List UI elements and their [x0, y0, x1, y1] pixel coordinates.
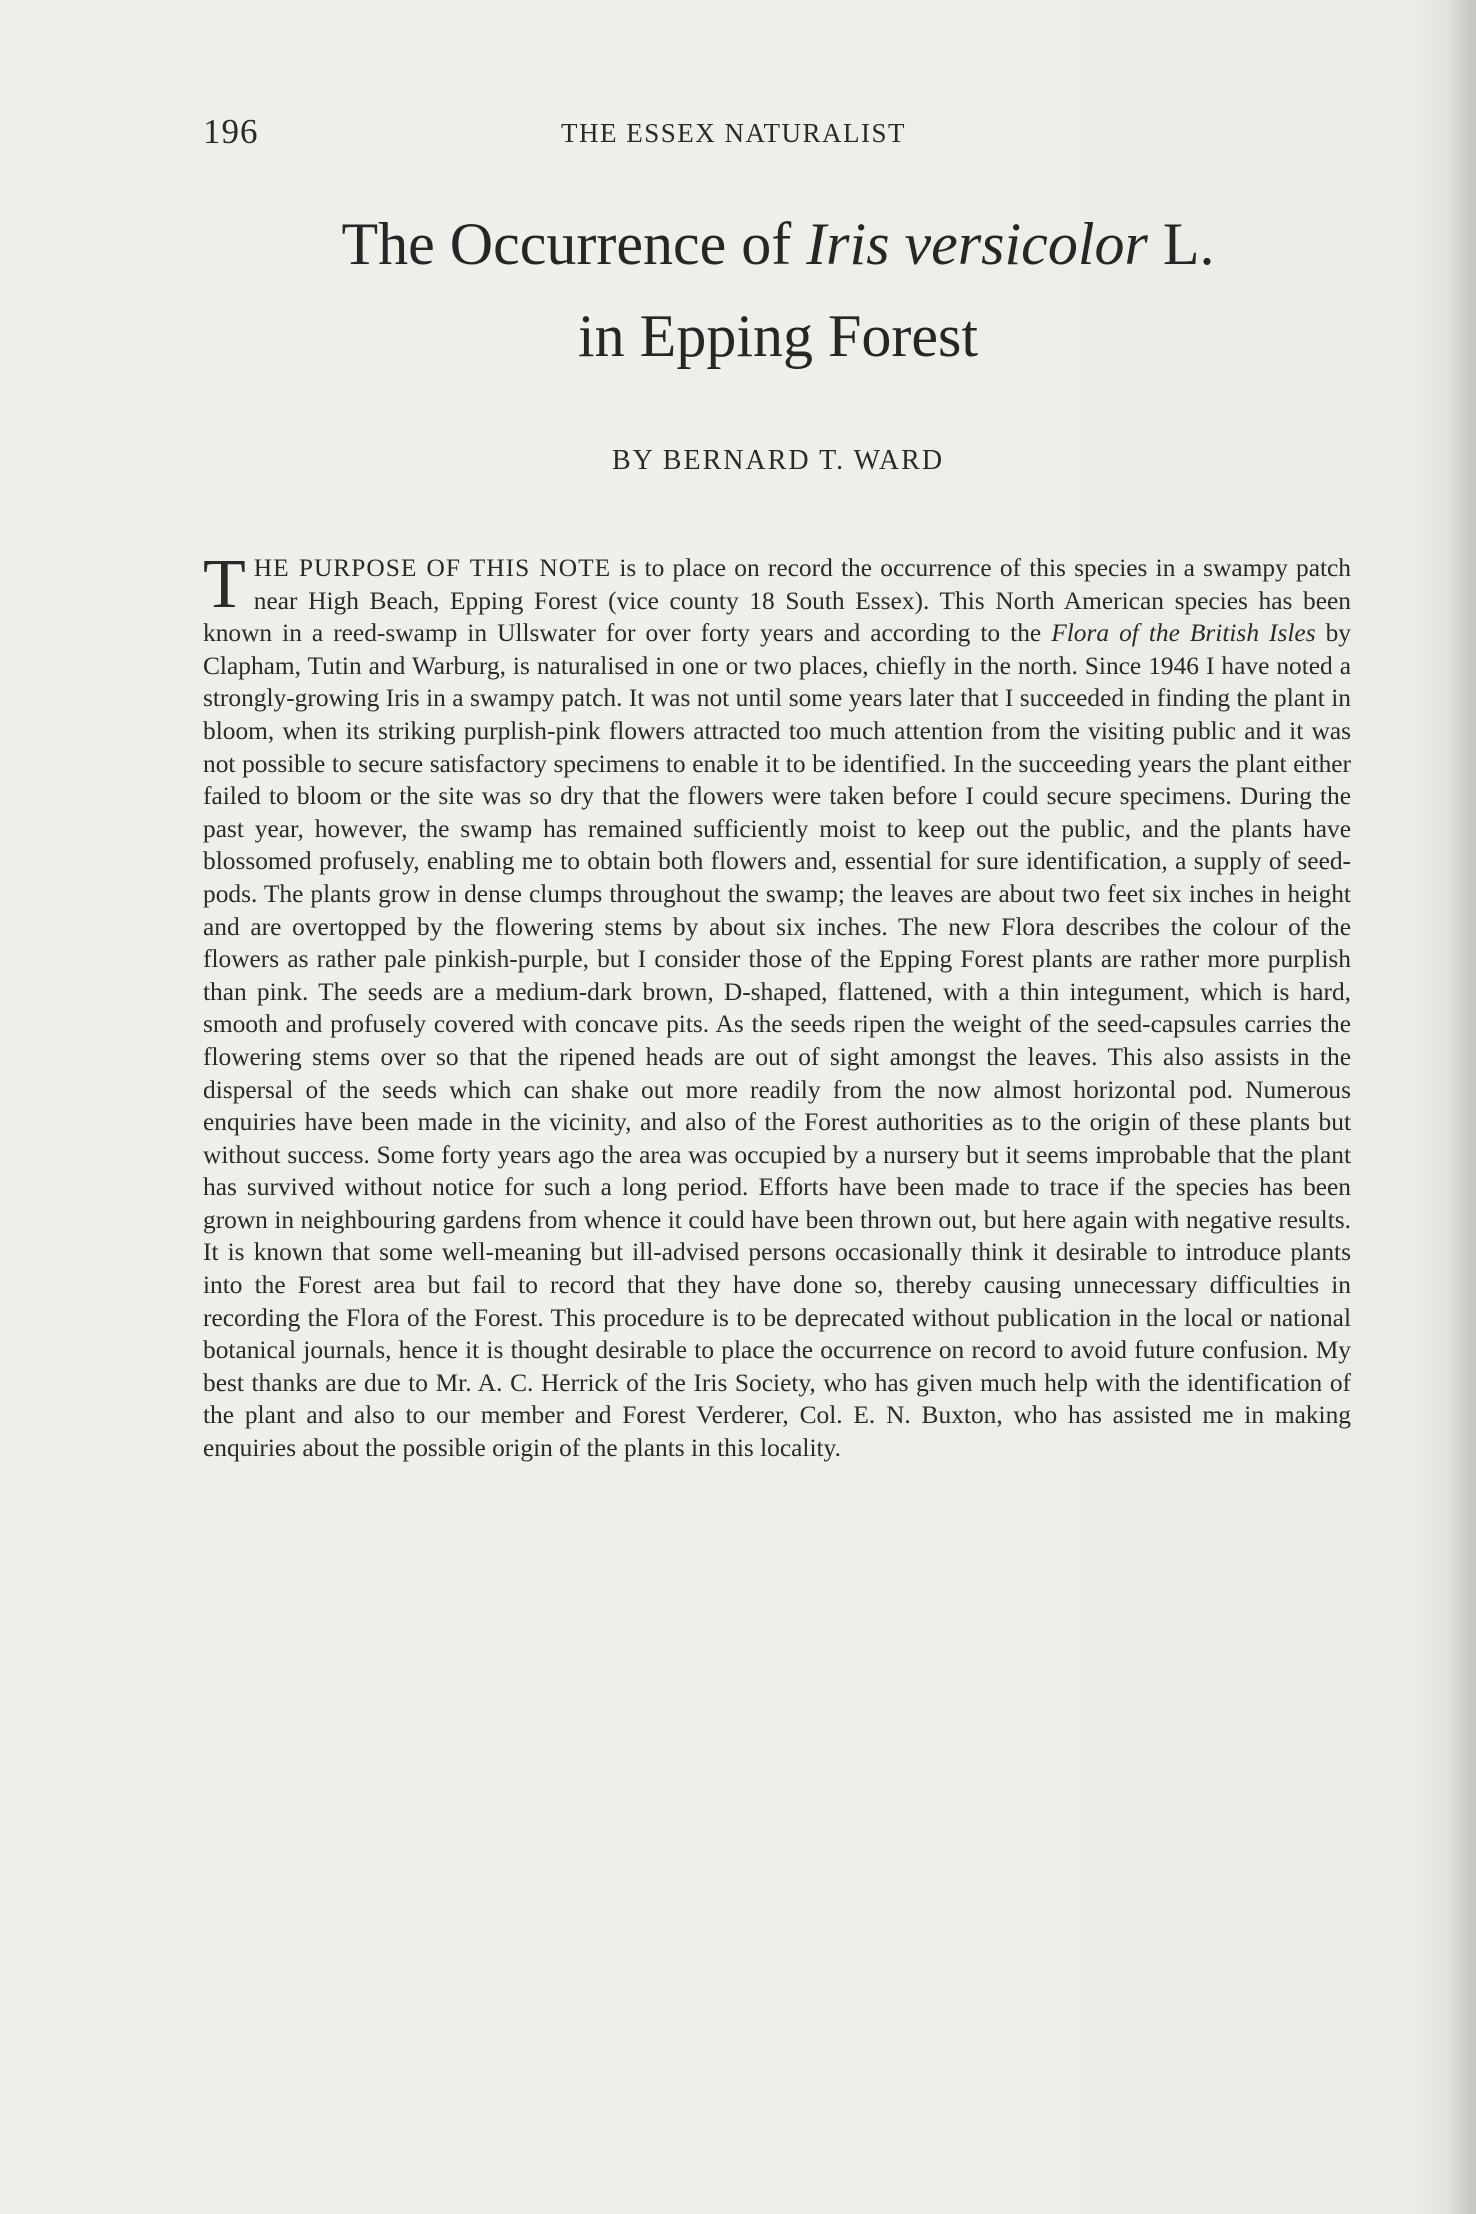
journal-name: THE ESSEX NATURALIST: [561, 118, 906, 148]
body-segment-2: by Clapham, Tutin and Warburg, is naturalised in one or two places, chiefly in the north. Since 1946 I have noted a strongly-growing Iris in a swampy patch. It was not until some years later that I succeeded in finding the plant in bloom, when its striking purplish-pink flowers attracted too much attention from the visiting public and it was not possible to secure satisfactory specimens to enable it to be identified. In the succeeding years the plant either failed to bloom or the site was so dry that the flowers were taken before I could secure specimens. During the past year, however, the swamp has remained sufficiently moist to keep out the public, and the plants have blossomed profusely, enabling me to obtain both flowers and, essential for sure identification, a supply of seed-pods. The plants grow in dense clumps throughout the swamp; the leaves are about two feet six inches in height and are overtopped by the flowering stems by about six inches. The new Flora describes the colour of the flowers as rather pale pinkish-purple, but I consider those of the Epping Forest plants are rather more purplish than pink. The seeds are a medium-dark brown, D-shaped, flattened, with a thin integument, which is hard, smooth and profusely covered with concave pits. As the seeds ripen the weight of the seed-capsules carries the flowering stems over so that the ripened heads are out of sight amongst the leaves. This also assists in the dispersal of the seeds which can shake out more readily from the now almost horizontal pod. Numerous enquiries have been made in the vicinity, and also of the Forest authorities as to the origin of these plants but without success. Some forty years ago the area was occupied by a nursery but it seems improbable that the plant has survived without notice for such a long period. Efforts have been made to trace if the species has been grown in neighbouring gardens from whence it could have been thrown out, but here again with negative results. It is known that some well-meaning but ill-advised persons occasionally think it desirable to introduce plants into the Forest area but fail to record that they have done so, thereby causing unnecessary difficulties in recording the Flora of the Forest. This procedure is to be deprecated without publication in the local or national botanical journals, hence it is thought desirable to place the occurrence on record to avoid future confusion. My best thanks are due to Mr. A. C. Herrick of the Iris Society, who has given much help with the identification of the plant and also to our member and Forest Verderer, Col. E. N. Buxton, who has assisted me in making enquiries about the possible origin of the plants in this locality.: [203, 619, 1351, 1463]
title-text-start: The Occurrence of: [341, 211, 807, 277]
title-text-end: L.: [1147, 211, 1215, 277]
drop-cap: T: [203, 546, 246, 623]
running-head: [203, 112, 1353, 162]
page-edge-shadow: [1450, 0, 1476, 2214]
author-byline: BY BERNARD T. WARD: [611, 445, 945, 476]
article-title: [203, 198, 1353, 382]
lead-in-small-caps: HE PURPOSE OF THIS NOTE: [253, 554, 612, 582]
body-book-title: Flora of the British Isles: [1051, 619, 1316, 648]
article-body: [203, 546, 1351, 1465]
body-segment-1: is to place on record the occurrence of this species in a swampy patch near High Beach, Epping Forest (vice county 18 South Essex). This North American species has been known in a reed-swamp in Ullswater for over forty years and according to the: [203, 554, 1351, 648]
page-number: 196: [203, 112, 259, 151]
title-species-name: Iris versicolor: [806, 211, 1148, 277]
article-title-block: [203, 198, 1353, 382]
title-second-line: in Epping Forest: [578, 303, 978, 369]
